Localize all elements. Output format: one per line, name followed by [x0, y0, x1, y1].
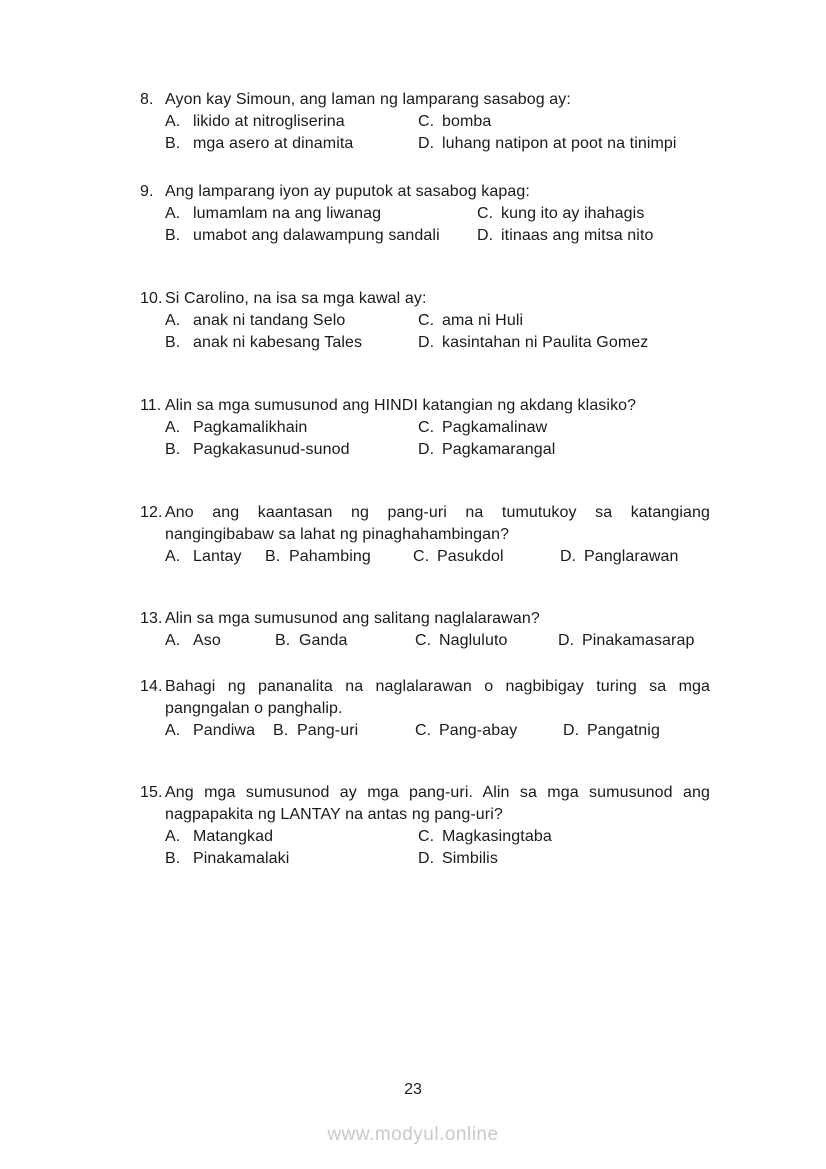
choice-text: Pagkakasunud-sunod	[193, 441, 350, 458]
question-number: 9.	[140, 183, 154, 200]
choice-b	[165, 439, 418, 461]
choice-text: Pagkamalikhain	[193, 419, 308, 436]
choice-label: B.	[275, 632, 291, 649]
choice-label: A.	[165, 312, 181, 329]
question-head	[140, 608, 712, 630]
choices	[165, 111, 712, 155]
choice-text: Pagkamarangal	[442, 441, 556, 458]
choice-label: D.	[560, 548, 577, 565]
choice-d	[418, 848, 712, 870]
choice-text: anak ni tandang Selo	[193, 312, 346, 329]
choice-text: Matangkad	[193, 828, 274, 845]
choice-b	[165, 133, 418, 155]
choice-label: A.	[165, 548, 181, 565]
question-head	[140, 288, 712, 310]
choice-text: umabot ang dalawampung sandali	[193, 227, 440, 244]
choice-text: kasintahan ni Paulita Gomez	[442, 334, 649, 351]
choice-text: lumamlam na ang liwanag	[193, 205, 382, 222]
choice-d	[418, 133, 712, 155]
question-number: 15.	[140, 784, 163, 801]
choice-d	[560, 546, 712, 568]
question-14	[140, 676, 712, 742]
choice-d	[418, 439, 712, 461]
choice-label: A.	[165, 632, 181, 649]
choice-label: D.	[558, 632, 575, 649]
choice-b	[165, 332, 418, 354]
question-text-line: Ano ang kaantasan ng pang-uri na tumutukoy sa katangiang	[165, 504, 710, 521]
question-text-line: nagpapakita ng LANTAY na antas ng pang-uri?	[165, 806, 503, 823]
choices	[165, 630, 712, 652]
choice-label: C.	[477, 205, 494, 222]
question-text-line: Bahagi ng pananalita na naglalarawan o nagbibigay turing sa mga	[165, 678, 710, 695]
choice-b	[165, 848, 418, 870]
choice-text: Aso	[193, 632, 221, 649]
question-text-line: pangngalan o panghalip.	[165, 700, 343, 717]
choice-label: A.	[165, 419, 181, 436]
choice-text: itinaas ang mitsa nito	[501, 227, 654, 244]
question-number: 12.	[140, 504, 163, 521]
choice-text: Pahambing	[289, 548, 371, 565]
choices	[165, 546, 712, 568]
choice-b	[273, 720, 415, 742]
choice-c	[418, 826, 712, 848]
choice-label: C.	[418, 419, 435, 436]
choices	[165, 720, 712, 742]
choice-c	[477, 203, 712, 225]
page-number: 23	[404, 1081, 422, 1098]
question-text-line: Ayon kay Simoun, ang laman ng lamparang sasabog ay:	[165, 91, 571, 108]
choice-text: luhang natipon at poot na tinimpi	[442, 135, 677, 152]
choice-label: A.	[165, 205, 181, 222]
question-text-line: Ang mga sumusunod ay mga pang-uri. Alin sa mga sumusunod ang	[165, 784, 710, 801]
choice-text: Pinakamalaki	[193, 850, 290, 867]
question-number: 10.	[140, 290, 163, 307]
choice-c	[415, 720, 563, 742]
question-head	[140, 89, 712, 111]
choice-a	[165, 546, 265, 568]
choice-label: B.	[165, 441, 181, 458]
choice-label: B.	[265, 548, 281, 565]
question-text-line: Si Carolino, na isa sa mga kawal ay:	[165, 290, 427, 307]
choice-label: B.	[165, 227, 181, 244]
choice-c	[418, 417, 712, 439]
choice-label: B.	[165, 850, 181, 867]
choice-label: C.	[415, 632, 432, 649]
choice-d	[418, 332, 712, 354]
choice-c	[418, 111, 712, 133]
choice-label: C.	[415, 722, 432, 739]
choice-text: Pagkamalinaw	[442, 419, 548, 436]
question-13	[140, 608, 712, 652]
choice-a	[165, 826, 418, 848]
choices	[165, 310, 712, 354]
choice-text: Pang-uri	[297, 722, 359, 739]
question-head	[140, 502, 712, 546]
choice-text: ama ni Huli	[442, 312, 524, 329]
choice-c	[415, 630, 558, 652]
watermark: www.modyul.online	[327, 1124, 499, 1145]
choice-label: B.	[165, 135, 181, 152]
choice-text: anak ni kabesang Tales	[193, 334, 363, 351]
choice-a	[165, 720, 273, 742]
choice-text: Ganda	[299, 632, 348, 649]
choice-b	[275, 630, 415, 652]
choice-d	[558, 630, 712, 652]
question-text-line: Alin sa mga sumusunod ang HINDI katangian ng akdang klasiko?	[165, 397, 637, 414]
question-10	[140, 288, 712, 354]
choice-text: kung ito ay ihahagis	[501, 205, 645, 222]
choice-label: B.	[273, 722, 289, 739]
choice-label: D.	[418, 441, 435, 458]
choice-c	[413, 546, 560, 568]
choices	[165, 826, 712, 870]
choice-text: Lantay	[193, 548, 242, 565]
choice-c	[418, 310, 712, 332]
choice-text: Pandiwa	[193, 722, 256, 739]
choice-label: C.	[418, 113, 435, 130]
choice-b	[165, 225, 477, 247]
question-9	[140, 181, 712, 247]
choice-label: D.	[418, 135, 435, 152]
choice-text: Simbilis	[442, 850, 498, 867]
choice-text: Panglarawan	[584, 548, 679, 565]
question-head	[140, 676, 712, 720]
choice-text: Pinakamasarap	[582, 632, 695, 649]
choice-label: C.	[418, 312, 435, 329]
choice-text: mga asero at dinamita	[193, 135, 354, 152]
choice-label: D.	[418, 334, 435, 351]
choice-text: likido at nitrogliserina	[193, 113, 345, 130]
question-number: 13.	[140, 610, 163, 627]
question-head	[140, 782, 712, 826]
choices	[165, 417, 712, 461]
choice-a	[165, 310, 418, 332]
choice-a	[165, 417, 418, 439]
question-15	[140, 782, 712, 870]
question-8	[140, 89, 712, 155]
choice-label: C.	[413, 548, 430, 565]
choice-label: A.	[165, 722, 181, 739]
question-number: 8.	[140, 91, 154, 108]
question-text-line: Alin sa mga sumusunod ang salitang naglalarawan?	[165, 610, 540, 627]
question-12	[140, 502, 712, 568]
question-number: 11.	[140, 397, 162, 414]
choice-b	[265, 546, 413, 568]
choice-label: D.	[418, 850, 435, 867]
choice-text: Pangatnig	[587, 722, 660, 739]
choice-a	[165, 630, 275, 652]
choice-d	[477, 225, 712, 247]
choice-label: D.	[563, 722, 580, 739]
question-11	[140, 395, 712, 461]
choice-text: Pasukdol	[437, 548, 504, 565]
choice-text: Magkasingtaba	[442, 828, 552, 845]
choice-label: D.	[477, 227, 494, 244]
choice-label: A.	[165, 828, 181, 845]
choice-a	[165, 111, 418, 133]
question-text-line: nangingibabaw sa lahat ng pinaghahambingan?	[165, 526, 510, 543]
choice-label: A.	[165, 113, 181, 130]
choice-text: bomba	[442, 113, 492, 130]
choice-label: C.	[418, 828, 435, 845]
choice-a	[165, 203, 477, 225]
choice-text: Nagluluto	[439, 632, 508, 649]
question-number: 14.	[140, 678, 163, 695]
question-head	[140, 181, 712, 203]
question-head	[140, 395, 712, 417]
choices	[165, 203, 712, 247]
choice-label: B.	[165, 334, 181, 351]
question-text-line: Ang lamparang iyon ay puputok at sasabog kapag:	[165, 183, 530, 200]
choice-d	[563, 720, 712, 742]
choice-text: Pang-abay	[439, 722, 518, 739]
